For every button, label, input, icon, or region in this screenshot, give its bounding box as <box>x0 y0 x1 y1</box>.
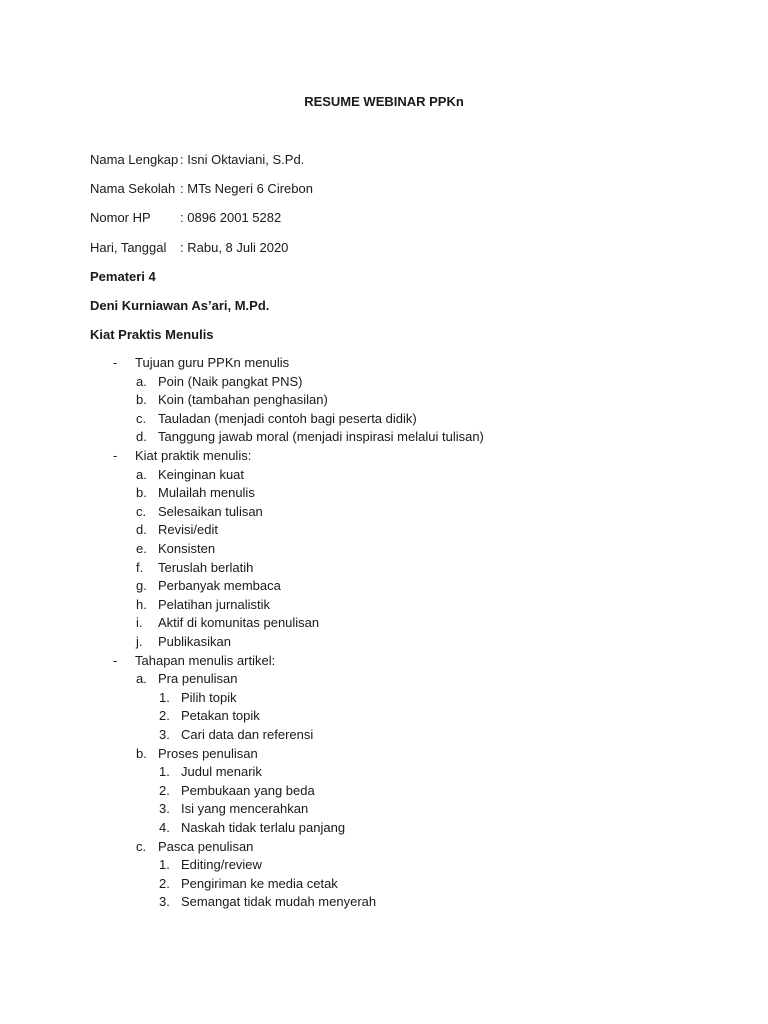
list-marker: h. <box>136 596 147 612</box>
speaker-name: Deni Kurniawan As’ari, M.Pd. <box>90 298 270 313</box>
list-marker: 3. <box>159 727 170 742</box>
list-item-text: Kiat praktik menulis: <box>135 448 252 463</box>
speaker-heading: Pemateri 4 <box>90 269 156 284</box>
list-item-text: Aktif di komunitas penulisan <box>158 615 320 631</box>
list-marker: - <box>113 448 118 463</box>
list-marker: - <box>113 355 118 370</box>
list-marker: b. <box>136 485 147 501</box>
list-marker: d. <box>136 522 147 538</box>
info-label: Hari, Tanggal <box>90 240 167 255</box>
list-marker: 1. <box>159 764 170 780</box>
list-marker: b. <box>136 745 147 761</box>
list-item-text: Pengiriman ke media cetak <box>181 875 338 891</box>
list-item-text: Pembukaan yang beda <box>181 782 315 798</box>
list-item-text: Koin (tambahan penghasilan) <box>158 392 328 408</box>
list-marker: 2. <box>159 782 170 798</box>
topic-heading: Kiat Praktis Menulis <box>90 327 214 342</box>
list-marker: - <box>113 652 118 668</box>
list-item-text: Pasca penulisan <box>158 838 254 854</box>
list-marker: 1. <box>159 857 170 873</box>
list-marker: f. <box>136 559 144 575</box>
list-marker: 3. <box>159 801 170 817</box>
list-item-text: Proses penulisan <box>158 745 258 761</box>
list-item-text: Tauladan (menjadi contoh bagi peserta didik) <box>158 410 417 426</box>
info-label: Nomor HP <box>90 210 151 225</box>
list-marker: e. <box>136 541 147 556</box>
list-marker: i. <box>136 615 143 631</box>
list-marker: 4. <box>159 820 170 835</box>
list-item-text: Isi yang mencerahkan <box>181 801 309 817</box>
info-value: : 0896 2001 5282 <box>180 209 281 227</box>
list-marker: 1. <box>159 689 170 705</box>
list-item-text: Perbanyak membaca <box>158 578 281 594</box>
list-marker: 2. <box>159 875 170 891</box>
info-label: Nama Sekolah <box>90 181 176 196</box>
list-item-text: Editing/review <box>181 857 262 873</box>
list-marker: b. <box>136 392 147 408</box>
list-item-text: Tujuan guru PPKn menulis <box>135 355 290 370</box>
list-marker: c. <box>136 410 147 426</box>
list-marker: c. <box>136 503 147 519</box>
list-item-text: Revisi/edit <box>158 522 218 538</box>
list-marker: 3. <box>159 894 170 910</box>
info-value: : Rabu, 8 Juli 2020 <box>180 239 288 257</box>
list-item-text: Pilih topik <box>181 689 237 705</box>
info-label: Nama Lengkap <box>90 152 179 167</box>
list-item-text: Konsisten <box>158 541 216 556</box>
list-item-text: Cari data dan referensi <box>181 727 314 742</box>
list-item-text: Naskah tidak terlalu panjang <box>181 820 346 835</box>
list-item-text: Pra penulisan <box>158 671 238 687</box>
list-marker: a. <box>136 466 147 482</box>
list-marker: c. <box>136 838 147 854</box>
info-value: : Isni Oktaviani, S.Pd. <box>180 151 304 169</box>
list-item-text: Tanggung jawab moral (menjadi inspirasi melalui tulisan) <box>158 429 484 445</box>
list-item-text: Petakan topik <box>181 708 260 724</box>
list-item-text: Publikasikan <box>158 634 231 649</box>
list-marker: g. <box>136 578 147 594</box>
list-marker: a. <box>136 671 147 687</box>
list-item-text: Mulailah menulis <box>158 485 255 501</box>
list-marker: a. <box>136 373 147 389</box>
list-item-text: Semangat tidak mudah menyerah <box>181 894 377 910</box>
document-title: RESUME WEBINAR PPKn <box>304 94 464 109</box>
list-item-text: Tahapan menulis artikel: <box>135 652 276 668</box>
list-item-text: Teruslah berlatih <box>158 559 254 575</box>
list-marker: 2. <box>159 708 170 724</box>
list-item-text: Keinginan kuat <box>158 466 245 482</box>
list-item-text: Judul menarik <box>181 764 262 780</box>
list-marker: d. <box>136 429 147 445</box>
list-item-text: Selesaikan tulisan <box>158 503 263 519</box>
list-marker: j. <box>136 634 143 649</box>
list-item-text: Pelatihan jurnalistik <box>158 596 271 612</box>
list-item-text: Poin (Naik pangkat PNS) <box>158 373 303 389</box>
info-value: : MTs Negeri 6 Cirebon <box>180 180 313 198</box>
